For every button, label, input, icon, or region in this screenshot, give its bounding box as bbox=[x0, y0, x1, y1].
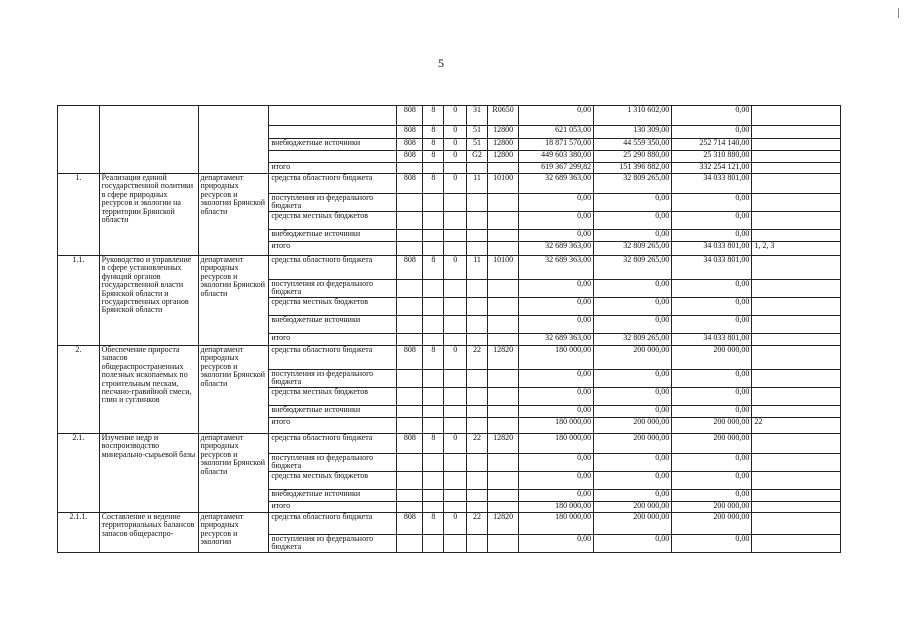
code-gr bbox=[397, 388, 423, 406]
code-cs2: 10100 bbox=[487, 174, 518, 194]
table-row bbox=[58, 346, 841, 370]
code-cs2 bbox=[487, 454, 518, 472]
amount-year3: 0,00 bbox=[672, 370, 752, 388]
code-cs1 bbox=[467, 242, 488, 256]
code-gr bbox=[397, 370, 423, 388]
code-gr bbox=[397, 334, 423, 346]
code-gr: 808 bbox=[397, 151, 423, 163]
item-executor: департамент природных ресурсов и экологии Брянской области bbox=[198, 346, 269, 434]
table-row bbox=[58, 434, 841, 454]
amount-year1: 0,00 bbox=[519, 230, 594, 242]
indicator-ref bbox=[752, 139, 841, 151]
code-pr: 0 bbox=[444, 256, 467, 280]
code-rz bbox=[423, 490, 444, 502]
amount-year3: 0,00 bbox=[672, 212, 752, 230]
indicator-ref bbox=[752, 406, 841, 418]
code-cs1 bbox=[467, 490, 488, 502]
funding-source: поступления из федерального бюджета bbox=[269, 535, 397, 553]
code-cs1 bbox=[467, 316, 488, 334]
funding-source: поступления из федерального бюджета bbox=[269, 280, 397, 298]
code-pr: 0 bbox=[444, 126, 467, 139]
funding-source: поступления из федерального бюджета bbox=[269, 194, 397, 212]
code-cs2: 12800 bbox=[487, 151, 518, 163]
amount-year3: 0,00 bbox=[672, 388, 752, 406]
amount-year1: 0,00 bbox=[519, 212, 594, 230]
funding-source: итого bbox=[269, 334, 397, 346]
code-cs1: 22 bbox=[467, 346, 488, 370]
indicator-ref bbox=[752, 194, 841, 212]
amount-year3: 0,00 bbox=[672, 454, 752, 472]
code-pr bbox=[444, 280, 467, 298]
amount-year2: 0,00 bbox=[594, 535, 672, 553]
amount-year1: 0,00 bbox=[519, 298, 594, 316]
code-rz bbox=[423, 370, 444, 388]
amount-year2: 200 000,00 bbox=[594, 434, 672, 454]
code-pr bbox=[444, 502, 467, 513]
amount-year1: 32 689 363,00 bbox=[519, 174, 594, 194]
amount-year3: 252 714 140,00 bbox=[672, 139, 752, 151]
amount-year3: 0,00 bbox=[672, 316, 752, 334]
amount-year1: 619 367 299,82 bbox=[519, 163, 594, 174]
code-pr bbox=[444, 406, 467, 418]
code-cs1 bbox=[467, 280, 488, 298]
code-pr bbox=[444, 490, 467, 502]
funding-source: средства местных бюджетов bbox=[269, 388, 397, 406]
code-gr bbox=[397, 230, 423, 242]
code-gr bbox=[397, 242, 423, 256]
code-pr bbox=[444, 242, 467, 256]
code-cs2 bbox=[487, 490, 518, 502]
funding-source: итого bbox=[269, 242, 397, 256]
amount-year1: 0,00 bbox=[519, 454, 594, 472]
code-rz: 8 bbox=[423, 126, 444, 139]
amount-year3: 0,00 bbox=[672, 298, 752, 316]
code-cs1: 51 bbox=[467, 139, 488, 151]
indicator-ref bbox=[752, 280, 841, 298]
indicator-ref bbox=[752, 316, 841, 334]
indicator-ref bbox=[752, 454, 841, 472]
budget-table bbox=[57, 105, 841, 553]
code-cs1 bbox=[467, 388, 488, 406]
code-rz bbox=[423, 472, 444, 490]
code-cs2 bbox=[487, 334, 518, 346]
amount-year1: 180 000,00 bbox=[519, 502, 594, 513]
code-pr bbox=[444, 194, 467, 212]
amount-year3: 0,00 bbox=[672, 472, 752, 490]
funding-source: итого bbox=[269, 418, 397, 434]
code-rz: 8 bbox=[423, 346, 444, 370]
amount-year1: 449 603 380,00 bbox=[519, 151, 594, 163]
amount-year2: 32 809 265,00 bbox=[594, 174, 672, 194]
indicator-ref bbox=[752, 174, 841, 194]
code-cs2 bbox=[487, 230, 518, 242]
funding-source: поступления из федерального бюджета bbox=[269, 370, 397, 388]
code-cs2: 12820 bbox=[487, 346, 518, 370]
code-cs1: 51 bbox=[467, 126, 488, 139]
amount-year2: 32 809 265,00 bbox=[594, 242, 672, 256]
funding-source: средства местных бюджетов bbox=[269, 298, 397, 316]
item-name: Изучение недр и воспроизводство минерально-сырьевой базы bbox=[99, 434, 198, 513]
code-rz bbox=[423, 454, 444, 472]
item-number: 1. bbox=[58, 174, 100, 256]
code-rz bbox=[423, 280, 444, 298]
funding-source: средства областного бюджета bbox=[269, 174, 397, 194]
code-gr bbox=[397, 502, 423, 513]
amount-year3: 200 000,00 bbox=[672, 434, 752, 454]
amount-year3: 200 000,00 bbox=[672, 513, 752, 535]
amount-year2: 32 809 265,00 bbox=[594, 256, 672, 280]
amount-year2: 151 396 882,00 bbox=[594, 163, 672, 174]
indicator-ref bbox=[752, 298, 841, 316]
indicator-ref bbox=[752, 490, 841, 502]
amount-year1: 0,00 bbox=[519, 406, 594, 418]
code-gr bbox=[397, 490, 423, 502]
code-gr: 808 bbox=[397, 106, 423, 126]
code-pr bbox=[444, 212, 467, 230]
amount-year2: 0,00 bbox=[594, 370, 672, 388]
amount-year3: 0,00 bbox=[672, 230, 752, 242]
indicator-ref bbox=[752, 256, 841, 280]
table-row bbox=[58, 174, 841, 194]
code-cs1 bbox=[467, 472, 488, 490]
item-name: Обеспечение прироста запасов общераспространенных полезных ископаемых по строительным пескам, песчано-гравийной смеси, глин и суглинков bbox=[99, 346, 198, 434]
amount-year3: 332 254 121,00 bbox=[672, 163, 752, 174]
amount-year1: 0,00 bbox=[519, 388, 594, 406]
code-cs2 bbox=[487, 388, 518, 406]
funding-source: средства областного бюджета bbox=[269, 346, 397, 370]
code-cs2 bbox=[487, 502, 518, 513]
code-pr bbox=[444, 472, 467, 490]
amount-year2: 0,00 bbox=[594, 388, 672, 406]
funding-source: итого bbox=[269, 163, 397, 174]
funding-source: внебюджетные источники bbox=[269, 230, 397, 242]
code-pr: 0 bbox=[444, 139, 467, 151]
code-gr: 808 bbox=[397, 139, 423, 151]
indicator-ref bbox=[752, 126, 841, 139]
code-pr bbox=[444, 163, 467, 174]
code-cs1 bbox=[467, 334, 488, 346]
code-pr: 0 bbox=[444, 106, 467, 126]
amount-year2: 0,00 bbox=[594, 406, 672, 418]
code-cs1 bbox=[467, 535, 488, 553]
amount-year1: 32 689 363,00 bbox=[519, 242, 594, 256]
code-gr: 808 bbox=[397, 434, 423, 454]
code-pr bbox=[444, 316, 467, 334]
code-cs1 bbox=[467, 370, 488, 388]
amount-year2: 0,00 bbox=[594, 280, 672, 298]
code-cs2 bbox=[487, 316, 518, 334]
amount-year3: 0,00 bbox=[672, 490, 752, 502]
code-gr: 808 bbox=[397, 256, 423, 280]
amount-year2: 0,00 bbox=[594, 212, 672, 230]
amount-year2: 32 809 265,00 bbox=[594, 334, 672, 346]
amount-year3: 0,00 bbox=[672, 194, 752, 212]
funding-source: средства местных бюджетов bbox=[269, 472, 397, 490]
table-row bbox=[58, 256, 841, 280]
item-name bbox=[99, 106, 198, 174]
amount-year1: 18 871 570,00 bbox=[519, 139, 594, 151]
code-rz bbox=[423, 212, 444, 230]
indicator-ref bbox=[752, 472, 841, 490]
amount-year2: 200 000,00 bbox=[594, 502, 672, 513]
code-pr: 0 bbox=[444, 174, 467, 194]
code-rz bbox=[423, 388, 444, 406]
amount-year2: 44 559 350,00 bbox=[594, 139, 672, 151]
code-rz: 8 bbox=[423, 139, 444, 151]
amount-year1: 0,00 bbox=[519, 490, 594, 502]
code-cs2 bbox=[487, 298, 518, 316]
code-rz bbox=[423, 535, 444, 553]
amount-year3: 34 033 801,00 bbox=[672, 242, 752, 256]
code-gr bbox=[397, 212, 423, 230]
code-rz: 8 bbox=[423, 151, 444, 163]
code-gr: 808 bbox=[397, 346, 423, 370]
code-gr bbox=[397, 535, 423, 553]
code-gr bbox=[397, 406, 423, 418]
funding-source: внебюджетные источники bbox=[269, 406, 397, 418]
code-cs1: 22 bbox=[467, 513, 488, 535]
code-cs1 bbox=[467, 502, 488, 513]
item-executor bbox=[198, 106, 269, 174]
amount-year2: 0,00 bbox=[594, 194, 672, 212]
code-cs2 bbox=[487, 280, 518, 298]
amount-year1: 0,00 bbox=[519, 535, 594, 553]
item-number: 2. bbox=[58, 346, 100, 434]
funding-source bbox=[269, 151, 397, 163]
code-gr bbox=[397, 194, 423, 212]
amount-year2: 0,00 bbox=[594, 298, 672, 316]
indicator-ref bbox=[752, 513, 841, 535]
code-cs1 bbox=[467, 194, 488, 212]
amount-year1: 180 000,00 bbox=[519, 418, 594, 434]
code-gr bbox=[397, 472, 423, 490]
code-cs2 bbox=[487, 535, 518, 553]
page-number: 5 bbox=[438, 56, 444, 70]
item-number bbox=[58, 106, 100, 174]
amount-year1: 0,00 bbox=[519, 280, 594, 298]
code-rz: 8 bbox=[423, 513, 444, 535]
indicator-ref bbox=[752, 502, 841, 513]
amount-year3: 200 000,00 bbox=[672, 418, 752, 434]
amount-year2: 0,00 bbox=[594, 230, 672, 242]
amount-year2: 0,00 bbox=[594, 454, 672, 472]
table-row bbox=[58, 106, 841, 126]
code-cs2: 10100 bbox=[487, 256, 518, 280]
code-cs1: 11 bbox=[467, 256, 488, 280]
code-gr bbox=[397, 418, 423, 434]
code-cs1: 11 bbox=[467, 174, 488, 194]
amount-year3: 34 033 801,00 bbox=[672, 174, 752, 194]
table-row bbox=[58, 513, 841, 535]
amount-year3: 25 310 880,00 bbox=[672, 151, 752, 163]
code-gr bbox=[397, 163, 423, 174]
funding-source: внебюджетные источники bbox=[269, 316, 397, 334]
item-number: 2.1. bbox=[58, 434, 100, 513]
code-pr: 0 bbox=[444, 434, 467, 454]
amount-year1: 0,00 bbox=[519, 370, 594, 388]
code-gr bbox=[397, 316, 423, 334]
code-cs2 bbox=[487, 212, 518, 230]
code-rz bbox=[423, 298, 444, 316]
code-pr bbox=[444, 298, 467, 316]
code-cs2 bbox=[487, 194, 518, 212]
code-gr: 808 bbox=[397, 513, 423, 535]
amount-year2: 0,00 bbox=[594, 490, 672, 502]
item-executor: департамент природных ресурсов и экологии Брянской области bbox=[198, 174, 269, 256]
code-cs1 bbox=[467, 163, 488, 174]
amount-year3: 34 033 801,00 bbox=[672, 256, 752, 280]
amount-year1: 180 000,00 bbox=[519, 346, 594, 370]
code-gr: 808 bbox=[397, 126, 423, 139]
amount-year3: 0,00 bbox=[672, 126, 752, 139]
item-name: Руководство и управление в сфере установленных функций органов государственной власти Брянской области и государственных органов Брянской области bbox=[99, 256, 198, 346]
indicator-ref bbox=[752, 151, 841, 163]
amount-year3: 0,00 bbox=[672, 535, 752, 553]
amount-year3: 34 033 801,00 bbox=[672, 334, 752, 346]
code-cs2 bbox=[487, 472, 518, 490]
indicator-ref bbox=[752, 388, 841, 406]
amount-year2: 130 309,00 bbox=[594, 126, 672, 139]
amount-year1: 621 053,00 bbox=[519, 126, 594, 139]
amount-year1: 0,00 bbox=[519, 106, 594, 126]
code-cs2: 12800 bbox=[487, 126, 518, 139]
code-cs1 bbox=[467, 418, 488, 434]
code-pr: 0 bbox=[444, 151, 467, 163]
indicator-ref: 22 bbox=[752, 418, 841, 434]
amount-year3: 0,00 bbox=[672, 406, 752, 418]
indicator-ref bbox=[752, 434, 841, 454]
amount-year3: 200 000,00 bbox=[672, 346, 752, 370]
edge-mark bbox=[898, 8, 899, 18]
amount-year1: 32 689 363,00 bbox=[519, 334, 594, 346]
code-cs1 bbox=[467, 298, 488, 316]
code-rz bbox=[423, 163, 444, 174]
amount-year1: 0,00 bbox=[519, 472, 594, 490]
code-cs1 bbox=[467, 212, 488, 230]
funding-source: средства областного бюджета bbox=[269, 513, 397, 535]
amount-year2: 0,00 bbox=[594, 472, 672, 490]
code-cs2: 12820 bbox=[487, 434, 518, 454]
code-gr bbox=[397, 454, 423, 472]
funding-source: поступления из федерального бюджета bbox=[269, 454, 397, 472]
item-executor: департамент природных ресурсов и экологии Брянской области bbox=[198, 256, 269, 346]
code-pr bbox=[444, 454, 467, 472]
code-pr: 0 bbox=[444, 346, 467, 370]
code-cs1: G2 bbox=[467, 151, 488, 163]
code-cs2 bbox=[487, 163, 518, 174]
funding-source: средства местных бюджетов bbox=[269, 212, 397, 230]
amount-year2: 200 000,00 bbox=[594, 346, 672, 370]
item-number: 2.1.1. bbox=[58, 513, 100, 553]
code-rz bbox=[423, 230, 444, 242]
code-rz bbox=[423, 334, 444, 346]
code-rz bbox=[423, 418, 444, 434]
code-rz: 8 bbox=[423, 174, 444, 194]
item-executor: департамент природных ресурсов и экологии Брянской области bbox=[198, 434, 269, 513]
amount-year3: 0,00 bbox=[672, 280, 752, 298]
amount-year1: 32 689 363,00 bbox=[519, 256, 594, 280]
code-pr bbox=[444, 334, 467, 346]
item-name: Реализация единой государственной политики в сфере природных ресурсов и экологии на территории Брянской области bbox=[99, 174, 198, 256]
code-cs1: 22 bbox=[467, 434, 488, 454]
indicator-ref bbox=[752, 106, 841, 126]
code-rz: 8 bbox=[423, 434, 444, 454]
item-executor: департамент природных ресурсов и экологии bbox=[198, 513, 269, 553]
code-cs2 bbox=[487, 242, 518, 256]
code-cs2: R0650 bbox=[487, 106, 518, 126]
code-rz: 8 bbox=[423, 106, 444, 126]
amount-year2: 200 000,00 bbox=[594, 513, 672, 535]
funding-source bbox=[269, 126, 397, 139]
indicator-ref bbox=[752, 535, 841, 553]
amount-year1: 0,00 bbox=[519, 316, 594, 334]
amount-year1: 180 000,00 bbox=[519, 513, 594, 535]
indicator-ref bbox=[752, 370, 841, 388]
item-name: Составление и ведение территориальных балансов запасов общераспро- bbox=[99, 513, 198, 553]
item-number: 1.1. bbox=[58, 256, 100, 346]
code-pr bbox=[444, 535, 467, 553]
code-cs1 bbox=[467, 230, 488, 242]
funding-source bbox=[269, 106, 397, 126]
code-gr bbox=[397, 280, 423, 298]
indicator-ref bbox=[752, 346, 841, 370]
code-pr bbox=[444, 230, 467, 242]
code-pr bbox=[444, 370, 467, 388]
indicator-ref bbox=[752, 230, 841, 242]
funding-source: средства областного бюджета bbox=[269, 434, 397, 454]
amount-year2: 0,00 bbox=[594, 316, 672, 334]
code-cs1 bbox=[467, 454, 488, 472]
code-cs1 bbox=[467, 406, 488, 418]
code-cs2: 12820 bbox=[487, 513, 518, 535]
code-cs2 bbox=[487, 418, 518, 434]
code-pr bbox=[444, 418, 467, 434]
code-pr: 0 bbox=[444, 513, 467, 535]
code-cs2: 12800 bbox=[487, 139, 518, 151]
amount-year2: 200 000,00 bbox=[594, 418, 672, 434]
funding-source: внебюджетные источники bbox=[269, 490, 397, 502]
code-pr bbox=[444, 388, 467, 406]
code-cs1: 31 bbox=[467, 106, 488, 126]
indicator-ref bbox=[752, 334, 841, 346]
code-gr bbox=[397, 298, 423, 316]
code-rz bbox=[423, 316, 444, 334]
code-cs2 bbox=[487, 370, 518, 388]
code-rz bbox=[423, 242, 444, 256]
amount-year3: 200 000,00 bbox=[672, 502, 752, 513]
code-cs2 bbox=[487, 406, 518, 418]
amount-year2: 1 310 602,00 bbox=[594, 106, 672, 126]
indicator-ref bbox=[752, 212, 841, 230]
code-rz bbox=[423, 406, 444, 418]
amount-year1: 180 000,00 bbox=[519, 434, 594, 454]
indicator-ref: 1, 2, 3 bbox=[752, 242, 841, 256]
funding-source: средства областного бюджета bbox=[269, 256, 397, 280]
code-gr: 808 bbox=[397, 174, 423, 194]
code-rz bbox=[423, 194, 444, 212]
funding-source: итого bbox=[269, 502, 397, 513]
amount-year1: 0,00 bbox=[519, 194, 594, 212]
amount-year2: 25 290 880,00 bbox=[594, 151, 672, 163]
amount-year3: 0,00 bbox=[672, 106, 752, 126]
indicator-ref bbox=[752, 163, 841, 174]
code-rz bbox=[423, 502, 444, 513]
funding-source: внебюджетные источники bbox=[269, 139, 397, 151]
code-rz: 8 bbox=[423, 256, 444, 280]
